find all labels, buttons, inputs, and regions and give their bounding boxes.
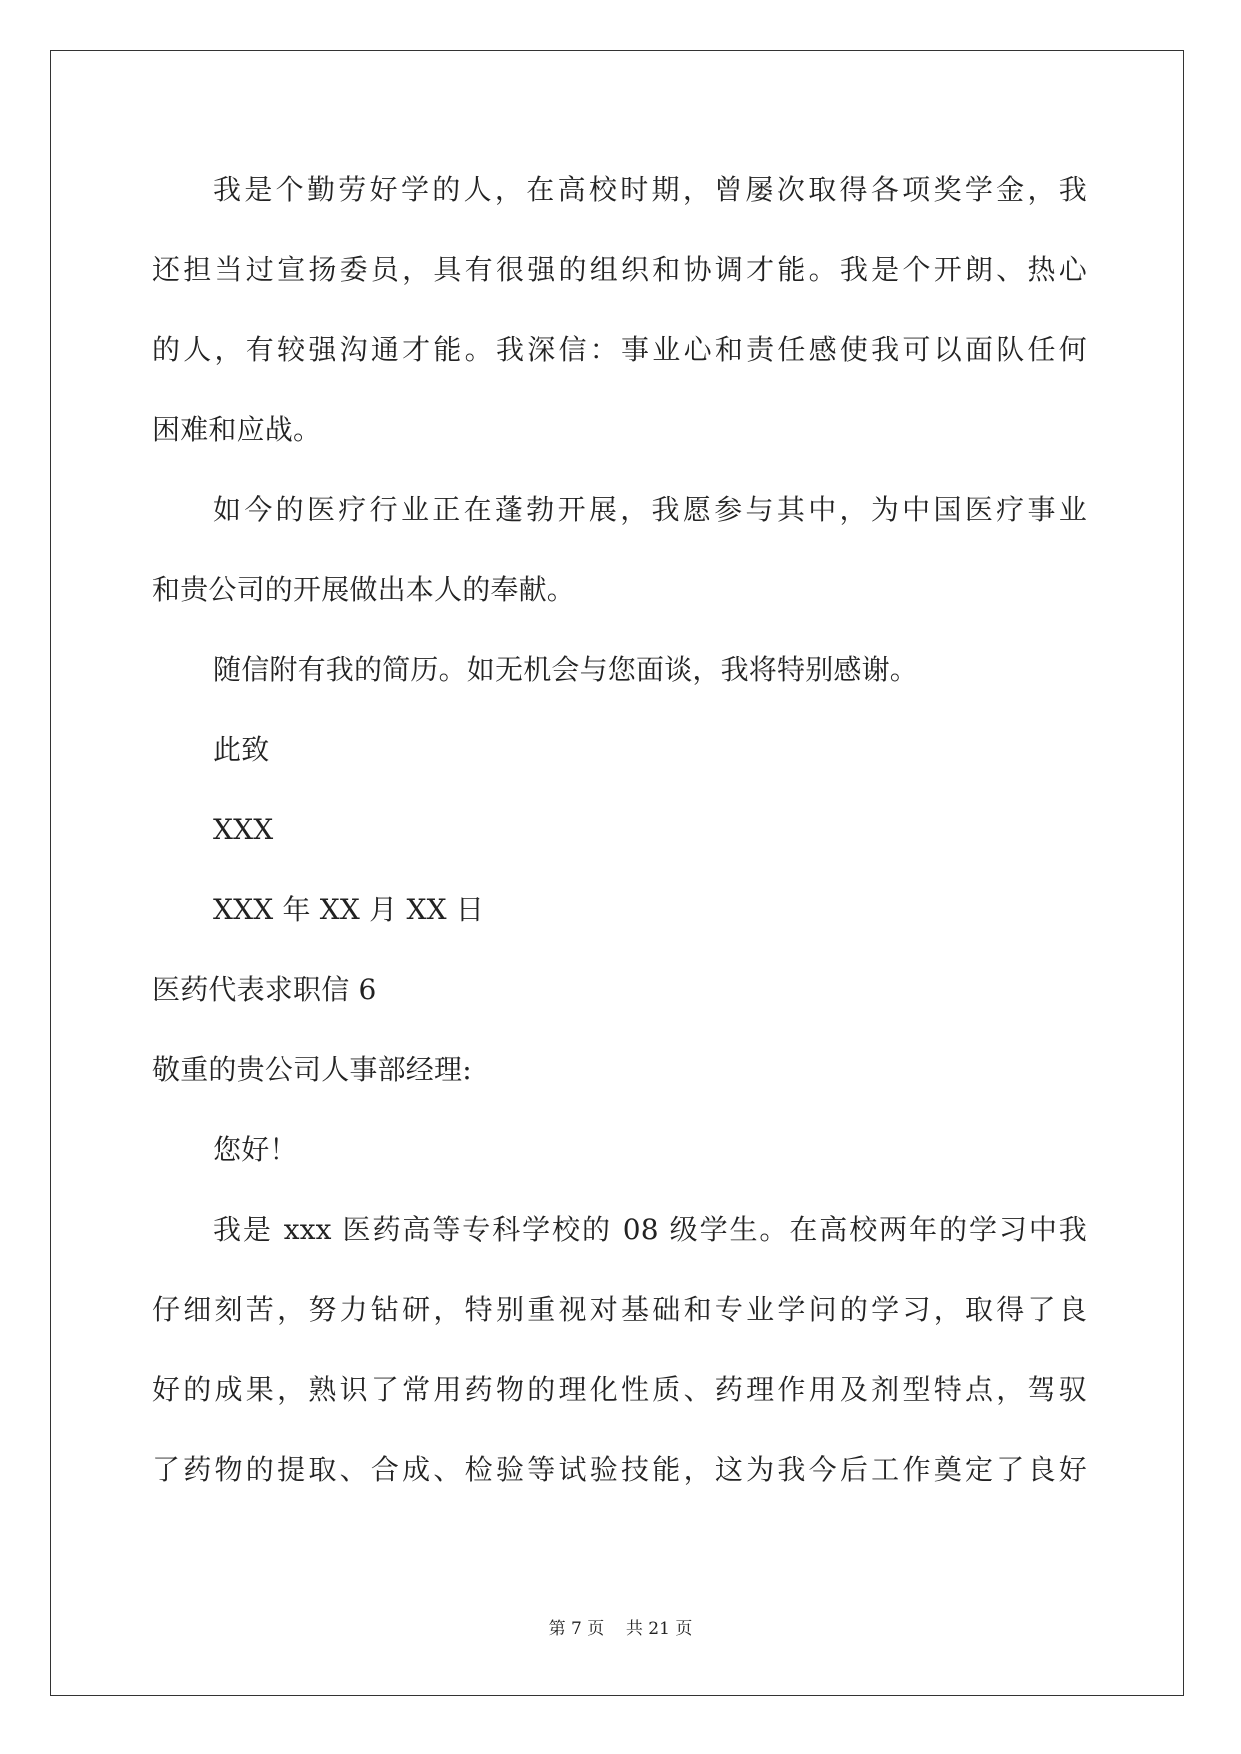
page-number-footer: 第 7 页 共 21 页 (548, 1619, 693, 1639)
text-line: 如今的医疗行业正在蓬勃开展，我愿参与其中，为中国医疗事业 (213, 493, 1087, 526)
letter-greeting: 您好！ (213, 1133, 298, 1166)
text-line: 困难和应战。 (152, 413, 322, 446)
text-line: 了药物的提取、合成、检验等试验技能，这为我今后工作奠定了良好 (152, 1453, 1087, 1486)
text-line: 仔细刻苦，努力钻研，特别重视对基础和专业学问的学习，取得了良 (152, 1293, 1087, 1326)
closing-salutation: 此致 (213, 733, 270, 766)
document-body (152, 150, 1087, 1510)
text-line: 我是 xxx 医药高等专科学校的 08 级学生。在高校两年的学习中我 (213, 1213, 1087, 1246)
signature-name: XXX (213, 813, 274, 846)
text-line: 和贵公司的开展做出本人的奉献。 (152, 573, 576, 606)
text-line: 我是个勤劳好学的人，在高校时期，曾屡次取得各项奖学金，我 (213, 173, 1087, 206)
section-heading: 医药代表求职信 6 (152, 973, 377, 1006)
text-line: 随信附有我的简历。如无机会与您面谈，我将特别感谢。 (213, 653, 919, 686)
text-line: 还担当过宣扬委员，具有很强的组织和协调才能。我是个开朗、热心 (152, 253, 1087, 286)
letter-addressee: 敬重的贵公司人事部经理: (152, 1053, 472, 1086)
text-line: 的人，有较强沟通才能。我深信：事业心和责任感使我可以面队任何 (152, 333, 1087, 366)
signature-date: XXX 年 XX 月 XX 日 (213, 893, 485, 926)
text-line: 好的成果，熟识了常用药物的理化性质、药理作用及剂型特点，驾驭 (152, 1373, 1087, 1406)
